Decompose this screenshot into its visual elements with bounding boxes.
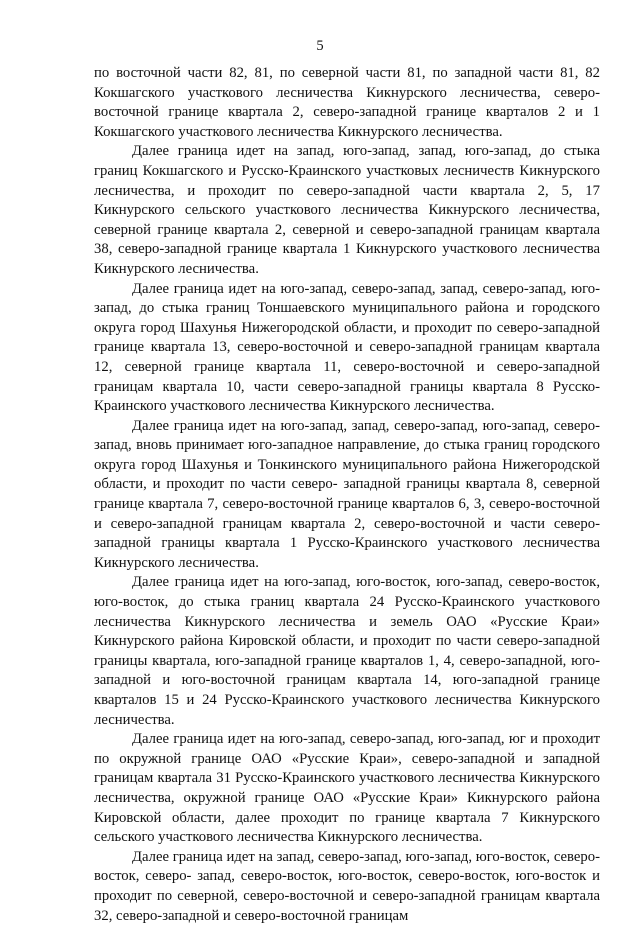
paragraph-1: по восточной части 82, 81, по северной части 81, по западной части 81, 82 Кокшагского участкового лесничества Кикнурского лесничества, северо-восточной границе квартала 2, северо-западной границе кварталов 2 и 1 Кокшагского участкового лесничества Кикнурского лесничества.	[94, 65, 600, 140]
paragraph-4: Далее граница идет на юго-запад, запад, северо-запад, юго-запад, северо-запад, вновь принимает юго-западное направление, до стыка границ городского округа город Шахунья и Тонкинского муниципального района Нижегородской области, и проходит по части северо- западной границы квартала 8, северной границе квартала 7, северо-восточной границе кварталов 6, 3, северо-восточной и северо-западной границам квартала 2, северо-восточной и части северо-западной границы квартала 1 Русско-Краинского участкового лесничества Кикнурского лесничества.	[94, 417, 600, 571]
document-body	[94, 64, 600, 926]
paragraph-3: Далее граница идет на юго-запад, северо-запад, запад, северо-запад, юго-запад, до стыка границ Тоншаевского муниципального района и городского округа город Шахунья Нижегородской области, и проходит по северо-западной границе квартала 13, северо-восточной и северо-западной границам квартала 12, северной границе квартала 11, северо-восточной и северо-западной границам квартала 10, части северо-западной границы квартала 8 Русско-Краинского участкового лесничества Кикнурского лесничества.	[94, 280, 600, 415]
paragraph-6: Далее граница идет на юго-запад, северо-запад, юго-запад, юг и проходит по окружной границе ОАО «Русские Краи», северо-западной и западной границам квартала 31 Русско-Краинского участкового лесничества Кикнурского лесничества, окружной границе ОАО «Русские Краи» Кикнурского района Кировской области, далее проходит по границе квартала 7 Кикнурского сельского участкового лесничества Кикнурского лесничества.	[94, 731, 600, 846]
page-number: 5	[316, 38, 324, 54]
paragraph-5: Далее граница идет на юго-запад, юго-восток, юго-запад, северо-восток, юго-восток, до стыка границ квартала 24 Русско-Краинского участкового лесничества Кикнурского лесничества и земель ОАО «Русские Краи» Кикнурского района Кировской области, и проходит по части северо-западной границы квартала, юго-западной границе кварталов 1, 4, северо-западной, юго-западной и юго-восточной границам квартала 14, юго-западной границе кварталов 15 и 24 Русско-Краинского участкового лесничества Кикнурского лесничества.	[94, 574, 600, 728]
paragraph-2: Далее граница идет на запад, юго-запад, запад, юго-запад, до стыка границ Кокшагского и Русско-Краинского участковых лесничеств Кикнурского лесничества, и проходит по северо-западной части квартала 2, 5, 17 Кикнурского сельского участкового лесничества Кикнурского лесничества, северной границе квартала 2, северной и северо-западной границам квартала 38, северо-западной границе квартала 1 Кикнурского участкового лесничества Кикнурского лесничества.	[94, 143, 600, 277]
paragraph-7: Далее граница идет на запад, северо-запад, юго-запад, юго-восток, северо-восток, северо- запад, северо-восток, юго-восток, северо-восток, юго-восток и проходит по северной, северо-восточной и северо-западной границам квартала 32, северо-западной и северо-восточной границам	[94, 848, 600, 924]
